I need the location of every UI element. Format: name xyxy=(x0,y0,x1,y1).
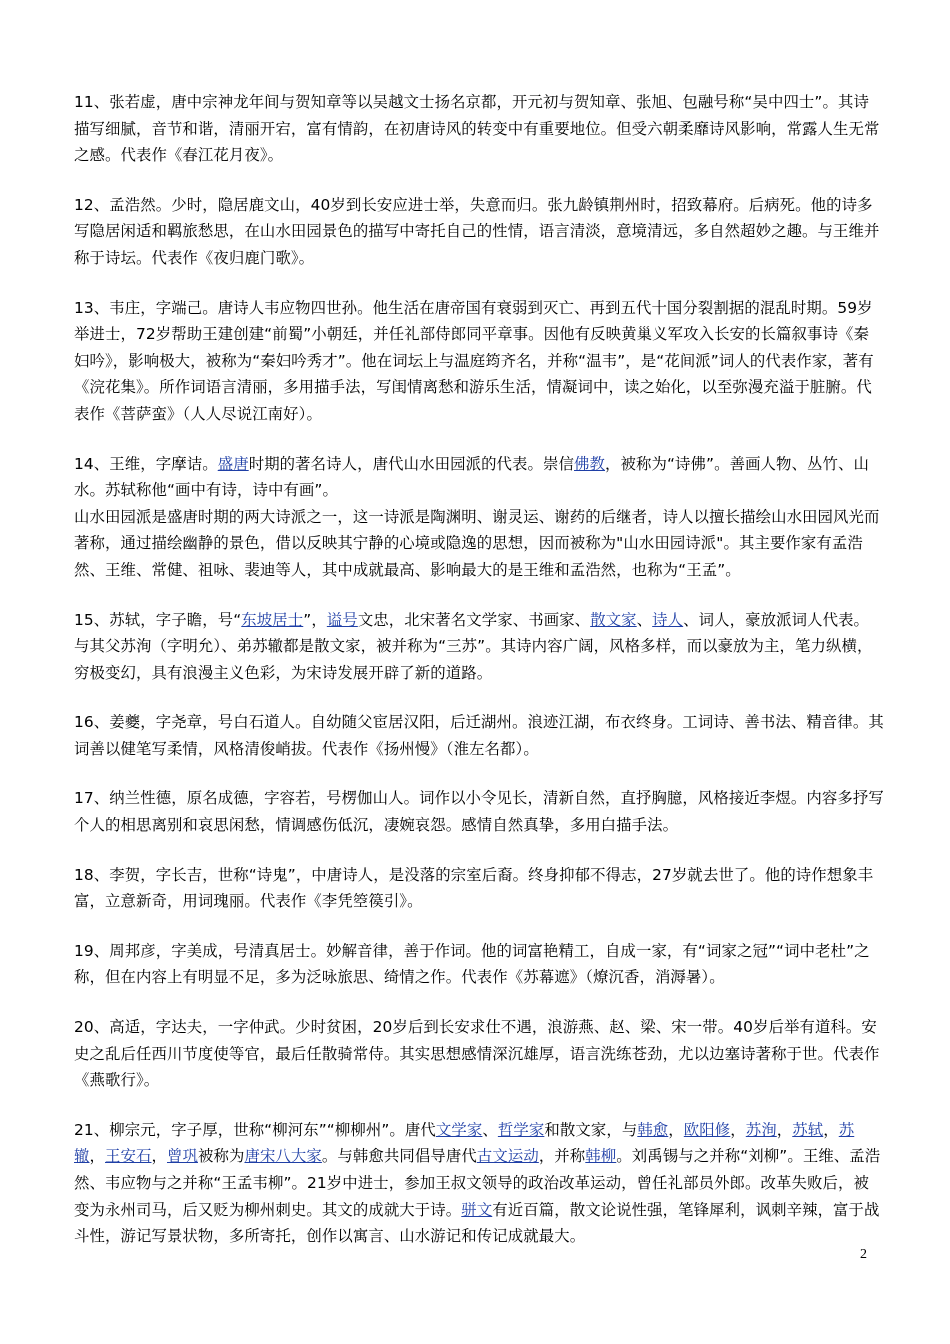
text-run: 文忠，北宋著名文学家、书画家、 xyxy=(357,610,591,629)
entry-e17 xyxy=(74,785,884,838)
entry-e14 xyxy=(74,451,884,584)
text-run: ， xyxy=(730,1120,746,1139)
text-run: 被称为 xyxy=(197,1147,245,1166)
entry-e13 xyxy=(74,295,884,428)
term-link[interactable]: 韩愈 xyxy=(637,1120,669,1139)
term-link[interactable]: 韩柳 xyxy=(585,1147,617,1166)
entry-paragraph xyxy=(74,89,884,169)
entry-paragraph xyxy=(74,1014,884,1094)
term-link[interactable]: 散文家 xyxy=(590,610,637,629)
entry-paragraph xyxy=(74,862,884,915)
term-link[interactable]: 哲学家 xyxy=(497,1120,545,1139)
text-run: ， xyxy=(151,1147,167,1166)
entry-e18 xyxy=(74,862,884,915)
text-run: 15、苏轼，字子瞻，号“ xyxy=(74,610,242,629)
text-run: ， xyxy=(89,1147,105,1166)
text-run: ”， xyxy=(303,610,327,629)
text-run: ，被称为“诗佛”。善画人物、丛竹、山水。苏轼称他“画中有诗，诗中有画”。 xyxy=(74,454,869,500)
text-run: 、 xyxy=(482,1120,498,1139)
entry-e16 xyxy=(74,709,884,762)
term-link[interactable]: 东坡居士 xyxy=(241,610,304,629)
entry-paragraph xyxy=(74,938,884,991)
term-link[interactable]: 王安石 xyxy=(105,1147,152,1166)
text-run: 19、周邦彦，字美成，号清真居士。妙解音律，善于作词。他的词富艳精工，自成一家，有“词家之冠”“词中老杜”之称，但在内容上有明显不足，多为泛咏旅思、绮情之作。代表作《苏幕遮》（燎沉香，消溽暑）。 xyxy=(74,941,870,987)
term-link[interactable]: 佛教 xyxy=(574,454,605,473)
entry-paragraph xyxy=(74,504,884,584)
text-run: 16、姜夔，字尧章，号白石道人。自幼随父宦居汉阳，后迁湖州。浪迹江湖，布衣终身。工词诗、善书法、精音律。其词善以健笔写柔情，风格清俊峭拔。代表作《扬州慢》（淮左名都）。 xyxy=(74,713,884,758)
entry-e11 xyxy=(74,89,884,169)
term-link[interactable]: 谥号 xyxy=(326,610,358,629)
term-link[interactable]: 骈文 xyxy=(461,1200,493,1219)
term-link[interactable]: 文学家 xyxy=(435,1120,483,1139)
text-run: 山水田园派是盛唐时期的两大诗派之一，这一诗派是陶渊明、谢灵运、谢药的后继者，诗人以擅长描绘山水田园风光而著称，通过描绘幽静的景色，借以反映其宁静的心境或隐逸的思想，因而被称为"山水田园诗派"。其主要作家有孟浩然、王维、常健、祖咏、裴迪等人，其中成就最高、影响最大的是王维和孟浩然，也称为“王孟”。 xyxy=(74,507,880,579)
entry-paragraph xyxy=(74,295,884,428)
term-link[interactable]: 古文运动 xyxy=(476,1147,539,1166)
text-run: ， xyxy=(776,1120,793,1139)
entry-paragraph xyxy=(74,785,884,838)
text-run: 18、李贺，字长吉，世称“诗鬼”，中唐诗人，是没落的宗室后裔。终身抑郁不得志，27岁就去世了。他的诗作想象丰富，立意新奇，用词瑰丽。代表作《李凭箜篌引》。 xyxy=(74,865,874,911)
text-run: 有近百篇，散文论说性强，笔锋犀利，讽刺辛辣，富于战斗性，游记写景状物，多所寄托，创作以寓言、山水游记和传记成就最大。 xyxy=(74,1200,880,1246)
text-run: 。刘禹锡与之并称“刘柳”。王维、孟浩然、韦应物与之并称“王孟韦柳”。21岁中进士，参加王叔文领导的政治改革运动，曾任礼部员外郎。改革失败后，被变为永州司马，后又贬为柳州刺史。其文的成就大于诗。 xyxy=(74,1147,881,1219)
entry-paragraph xyxy=(74,607,884,687)
entry-e12 xyxy=(74,192,884,272)
term-link[interactable]: 苏洵 xyxy=(745,1120,777,1139)
entry-e19 xyxy=(74,938,884,991)
text-run: ，并称 xyxy=(538,1147,586,1166)
term-link[interactable]: 苏辙 xyxy=(74,1120,855,1166)
term-link[interactable]: 唐宋八大家 xyxy=(244,1147,322,1166)
text-run: 13、韦庄，字端己。唐诗人韦应物四世孙。他生活在唐帝国有衰弱到灭亡、再到五代十国分裂割据的混乱时期。59岁举进士，72岁帮助王建创建“前蜀”小朝廷，并任礼部侍郎同平章事。因他有反映黄巢义军攻入长安的长篇叙事诗《秦妇吟》，影响极大，被称为“秦妇吟秀才”。他在词坛上与温庭筠齐名，并称“温韦”，是“花间派”词人的代表作家，著有《浣花集》。所作词语言清丽，多用描手法，写闺情离愁和游乐生活，情凝词中，读之始化，以至弥漫充溢于脏腑。代表作《菩萨蛮》（人人尽说江南好）。 xyxy=(74,298,874,423)
document-body xyxy=(74,89,884,1273)
term-link[interactable]: 盛唐 xyxy=(217,454,249,473)
page-number: 2 xyxy=(860,1247,867,1262)
term-link[interactable]: 曾巩 xyxy=(166,1147,198,1166)
entry-paragraph xyxy=(74,192,884,272)
text-run: 20、高适，字达夫，一字仲武。少时贫困，20岁后到长安求仕不遇，浪游燕、赵、梁、宋一带。40岁后举有道科。安史之乱后任西川节度使等官，最后任散骑常侍。其实思想感情深沉雄厚，语言洗练苍劲，尤以边塞诗著称于世。代表作《燕歌行》。 xyxy=(74,1018,880,1090)
text-run: ， xyxy=(668,1120,684,1139)
text-run: 和散文家，与 xyxy=(544,1120,638,1139)
entry-e20 xyxy=(74,1014,884,1094)
text-run: 。与韩愈共同倡导唐代 xyxy=(321,1147,477,1166)
entry-e21 xyxy=(74,1117,884,1250)
entry-paragraph xyxy=(74,709,884,762)
text-run: 11、张若虚，唐中宗神龙年间与贺知章等以吴越文士扬名京都，开元初与贺知章、张旭、包融号称“吴中四士”。其诗描写细腻，音节和谐，清丽开宕，富有情韵，在初唐诗风的转变中有重要地位。但受六朝柔靡诗风影响，常露人生无常之感。代表作《春江花月夜》。 xyxy=(74,93,880,165)
text-run: ， xyxy=(823,1120,839,1139)
entry-paragraph xyxy=(74,451,884,504)
entry-paragraph xyxy=(74,1117,884,1250)
text-run: 、 xyxy=(636,610,653,629)
text-run: 21、柳宗元，字子厚，世称“柳河东”“柳柳州”。唐代 xyxy=(74,1120,436,1139)
term-link[interactable]: 苏轼 xyxy=(792,1120,824,1139)
term-link[interactable]: 诗人 xyxy=(652,610,684,629)
text-run: 17、纳兰性德，原名成德，字容若，号楞伽山人。词作以小令见长，清新自然，直抒胸臆，风格接近李煜。内容多抒写个人的相思离别和哀思闲愁，情调感伤低沉，凄婉哀怨。感情自然真挚，多用白描手法。 xyxy=(74,789,884,835)
entry-e15 xyxy=(74,607,884,687)
text-run: 14、王维，字摩诘。 xyxy=(74,454,218,473)
text-run: 时期的著名诗人，唐代山水田园派的代表。崇信 xyxy=(248,454,575,473)
term-link[interactable]: 欧阳修 xyxy=(683,1120,731,1139)
text-run: 12、孟浩然。少时，隐居鹿文山，40岁到长安应进士举，失意而归。张九龄镇荆州时，招致幕府。后病死。他的诗多写隐居闲适和羁旅愁思，在山水田园景色的描写中寄托自己的性情，语言清淡，意境清远，多自然超妙之趣。与王维并称于诗坛。代表作《夜归鹿门歌》。 xyxy=(74,195,880,267)
text-run: 、词人，豪放派词人代表。与其父苏洵（字明允）、弟苏辙都是散文家，被并称为“三苏”。其诗内容广阔，风格多样，而以豪放为主，笔力纵横，穷极变幻，具有浪漫主义色彩，为宋诗发展开辟了新的道路。 xyxy=(74,610,873,682)
